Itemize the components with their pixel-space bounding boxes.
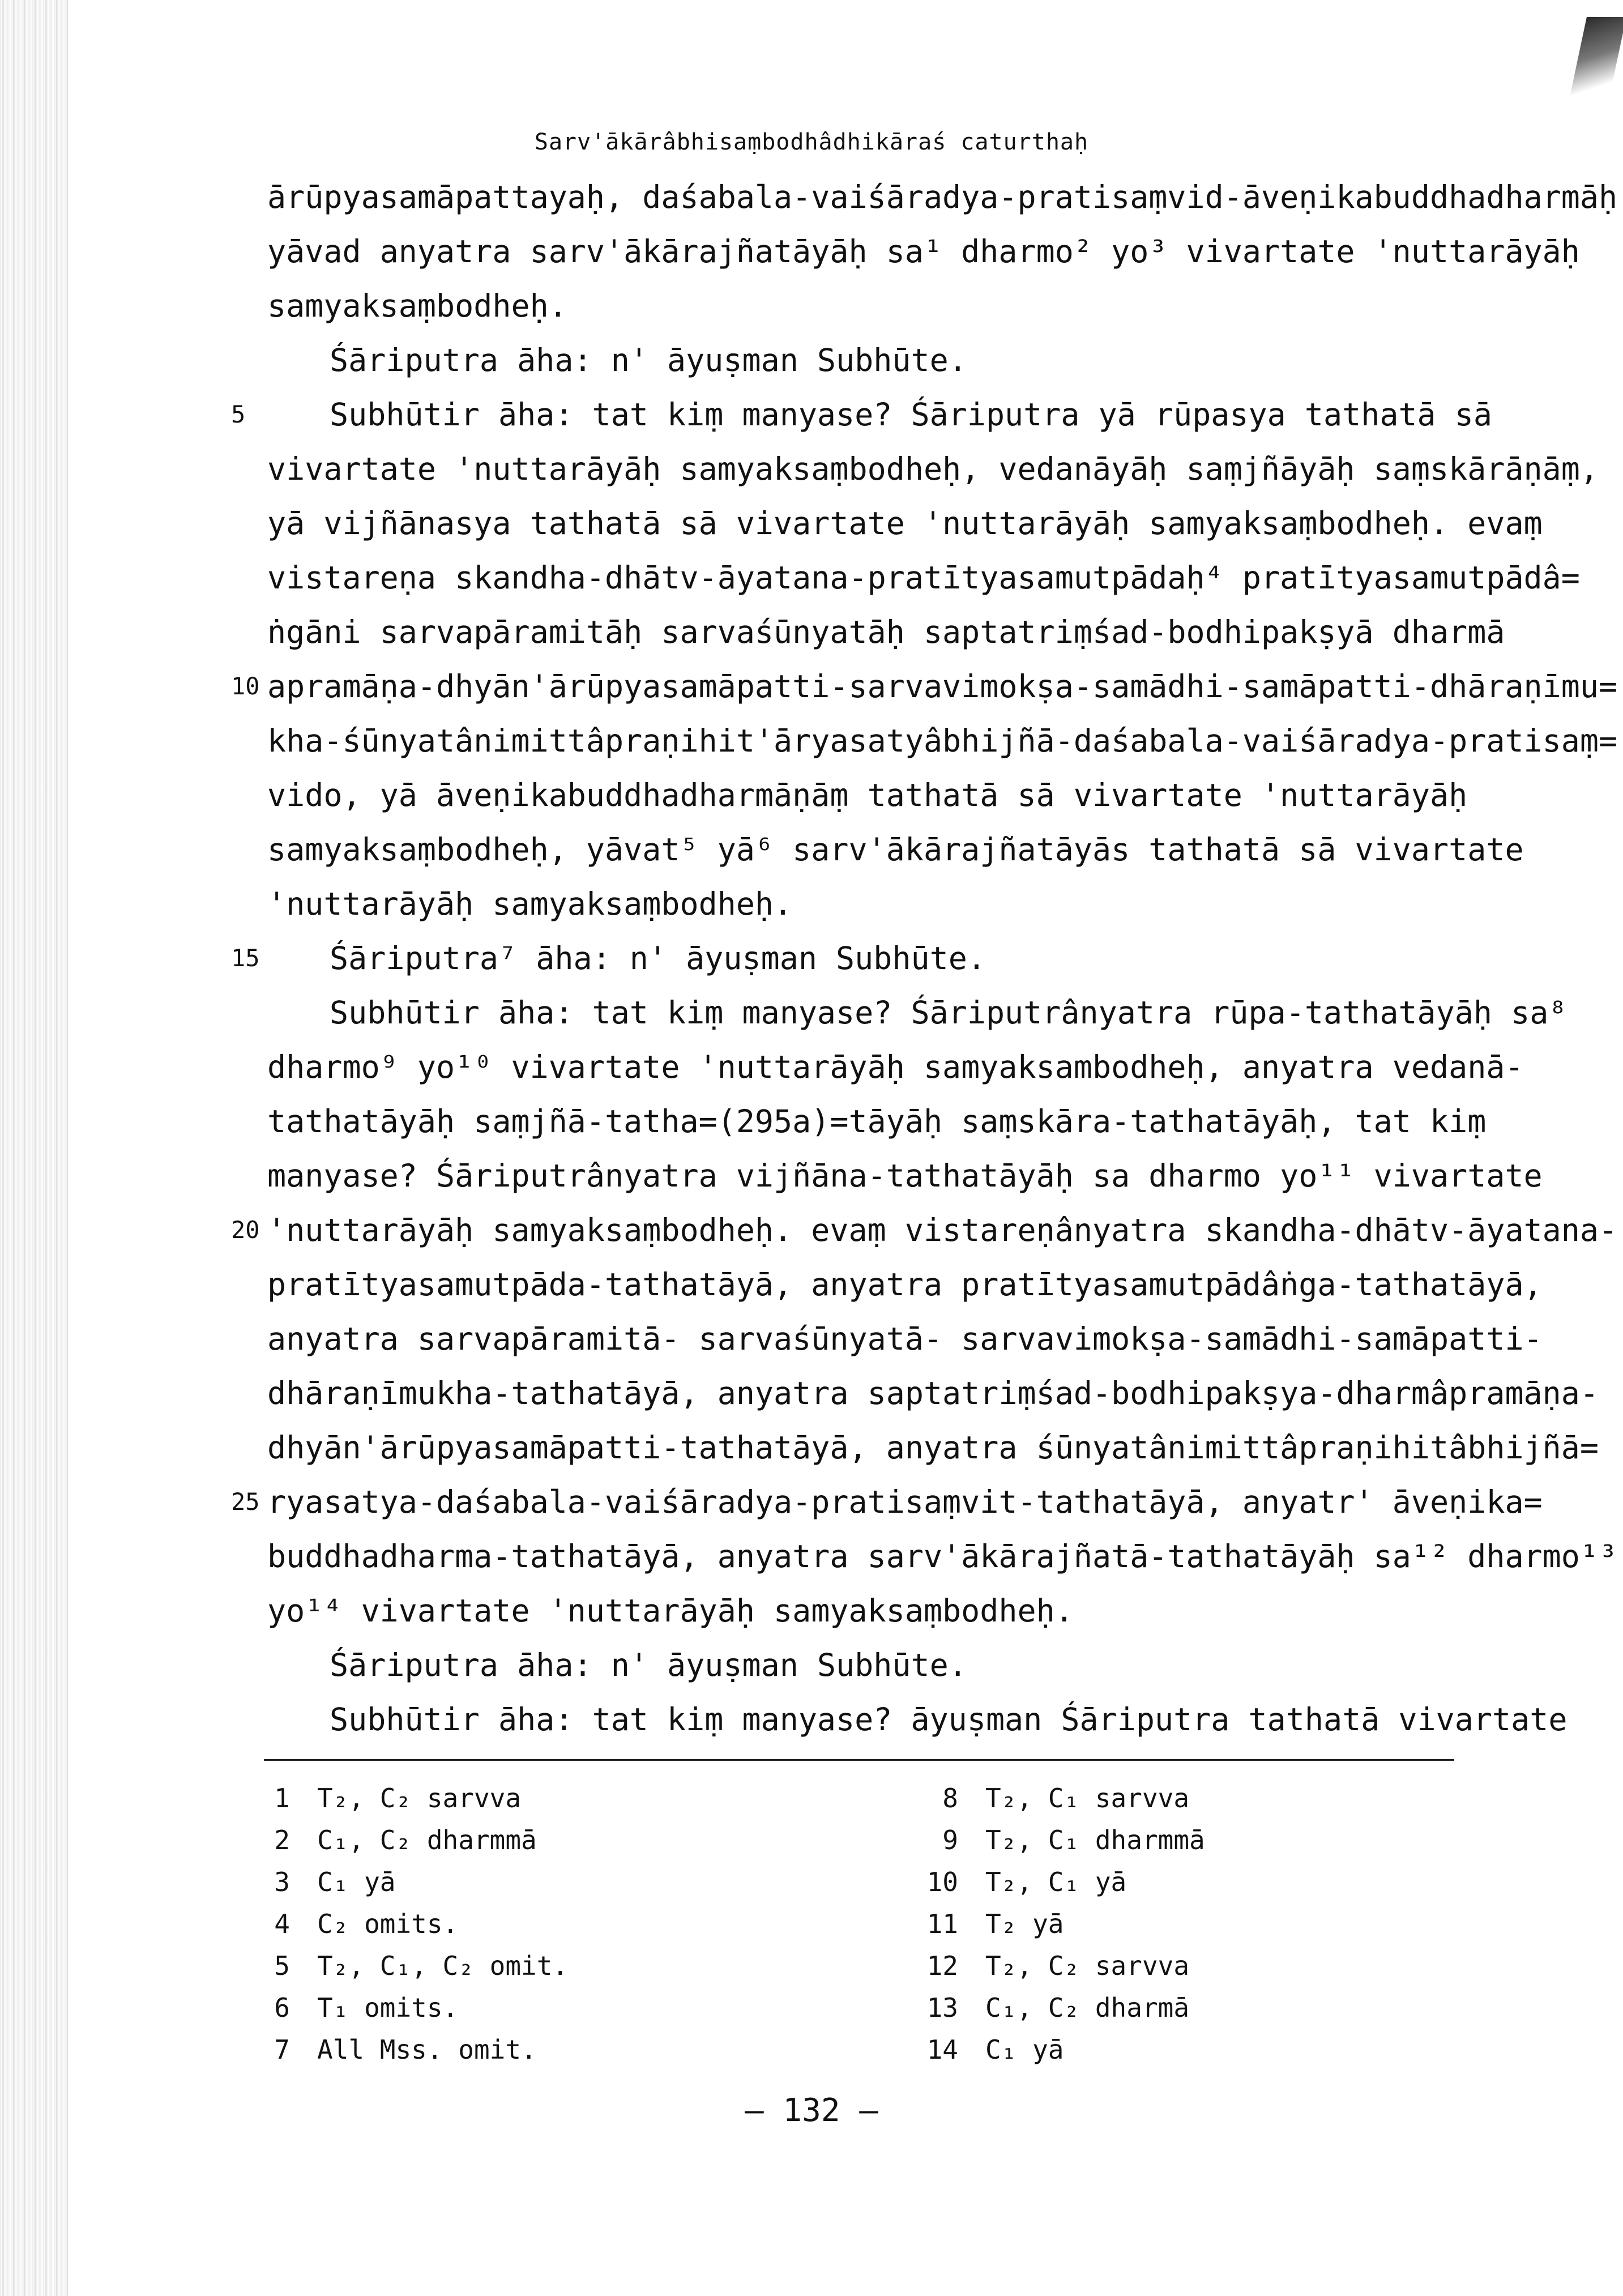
footnote-text: T₂, C₂ sarvva — [985, 1951, 1190, 1981]
footnote-text: T₁ omits. — [317, 1992, 459, 2023]
footnote-text: C₁, C₂ dharmā — [985, 1992, 1190, 2023]
footnote — [917, 1861, 1126, 1903]
body-line: Subhūtir āha: tat kiṃ manyase? āyuṣman Śāriputra tathatā vivartate — [330, 1701, 1568, 1738]
body-line: dhāraṇīmukha-tathatāyā, anyatra saptatriṃśad-bodhipakṣya-dharmâpramāṇa- — [267, 1375, 1599, 1411]
body-line: Subhūtir āha: tat kiṃ manyase? Śāriputrânyatra rūpa-tathatāyāḥ sa⁸ — [330, 995, 1568, 1031]
body-line: samyaksaṃbodheḥ. — [267, 288, 567, 324]
footnote-text: C₁ yā — [985, 2034, 1064, 2065]
footnote — [249, 1903, 458, 1945]
footnote — [249, 1945, 568, 1987]
footnote — [917, 1819, 1205, 1861]
body-line: Śāriputra āha: n' āyuṣman Subhūte. — [330, 342, 967, 378]
page-number: — 132 — — [744, 2092, 878, 2129]
body-line: yo¹⁴ vivartate 'nuttarāyāḥ samyaksaṃbodheḥ. — [267, 1593, 1074, 1629]
footnote-text: C₂ omits. — [317, 1909, 459, 1939]
body-line: Śāriputra āha: n' āyuṣman Subhūte. — [330, 1647, 967, 1683]
body-line: dharmo⁹ yo¹⁰ vivartate 'nuttarāyāḥ samyaksambodheḥ, anyatra vedanā- — [267, 1049, 1524, 1085]
footnote-text: T₂, C₁ yā — [985, 1867, 1127, 1897]
body-line: ārūpyasamāpattayaḥ, daśabala-vaiśāradya-pratisaṃvid-āveṇikabuddhadharmāḥ — [267, 179, 1618, 215]
footnote — [917, 1987, 1189, 2029]
footnote-number: 5 — [274, 1951, 290, 1981]
body-line: apramāṇa-dhyān'ārūpyasamāpatti-sarvavimokṣa-samādhi-samāpatti-dhāraṇīmu= — [267, 668, 1618, 705]
body-line: tathatāyāḥ saṃjñā-tatha=(295a)=tāyāḥ saṃskāra-tathatāyāḥ, tat kiṃ — [267, 1103, 1487, 1140]
footnote — [249, 1777, 521, 1819]
body-line: ṅgāni sarvapāramitāḥ sarvaśūnyatāḥ saptatriṃśad-bodhipakṣyā dharmā — [267, 614, 1505, 650]
footnote-rule — [264, 1759, 1454, 1761]
footnote — [917, 1777, 1189, 1819]
body-line: kha-śūnyatânimittâpraṇihit'āryasatyâbhijñā-daśabala-vaiśāradya-pratisaṃ= — [267, 723, 1618, 759]
body-line: pratītyasamutpāda-tathatāyā, anyatra pratītyasamutpādâṅga-tathatāyā, — [267, 1266, 1543, 1303]
body-line: samyaksaṃbodheḥ, yāvat⁵ yā⁶ sarv'ākārajñatāyās tathatā sā vivartate — [267, 831, 1524, 868]
body-line: buddhadharma-tathatāyā, anyatra sarv'ākārajñatā-tathatāyāḥ sa¹² dharmo¹³ — [267, 1538, 1618, 1574]
body-line: yāvad anyatra sarv'ākārajñatāyāḥ sa¹ dharmo² yo³ vivartate 'nuttarāyāḥ — [267, 233, 1580, 270]
footnote-text: T₂, C₂ sarvva — [317, 1783, 522, 1813]
footnote-number: 7 — [274, 2034, 290, 2065]
footnote-number: 11 — [926, 1909, 958, 1939]
body-line: yā vijñānasya tathatā sā vivartate 'nuttarāyāḥ samyaksaṃbodheḥ. evaṃ — [267, 505, 1543, 541]
footnote — [249, 2029, 537, 2071]
footnote-number: 1 — [274, 1783, 290, 1813]
body-line: vido, yā āveṇikabuddhadharmāṇāṃ tathatā sā vivartate 'nuttarāyāḥ — [267, 777, 1468, 813]
running-head: Sarv'ākārâbhisaṃbodhâdhikāraś caturthaḥ — [534, 129, 1089, 155]
footnote-number: 13 — [926, 1992, 958, 2023]
footnote-text: T₂, C₁ dharmmā — [985, 1825, 1205, 1855]
footnote — [249, 1819, 537, 1861]
scan-corner-mark — [1569, 17, 1623, 102]
footnote-number: 4 — [274, 1909, 290, 1939]
line-number: 5 — [231, 400, 246, 428]
body-line: Śāriputra⁷ āha: n' āyuṣman Subhūte. — [330, 940, 986, 976]
footnote-text: T₂, C₁ sarvva — [985, 1783, 1190, 1813]
footnote — [249, 1987, 458, 2029]
line-number: 25 — [231, 1488, 260, 1516]
body-line: vivartate 'nuttarāyāḥ samyaksaṃbodheḥ, vedanāyāḥ saṃjñāyāḥ saṃskārāṇāṃ, — [267, 451, 1599, 487]
footnote-text: All Mss. omit. — [317, 2034, 537, 2065]
footnote-text: C₁, C₂ dharmmā — [317, 1825, 537, 1855]
body-line: dhyān'ārūpyasamāpatti-tathatāyā, anyatra śūnyatânimittâpraṇihitâbhijñā= — [267, 1429, 1599, 1466]
line-number: 10 — [231, 672, 260, 700]
footnote — [249, 1861, 395, 1903]
footnote-text: C₁ yā — [317, 1867, 396, 1897]
body-line: Subhūtir āha: tat kiṃ manyase? Śāriputra yā rūpasya tathatā sā — [330, 396, 1492, 433]
body-line: vistareṇa skandha-dhātv-āyatana-pratītyasamutpādaḥ⁴ pratītyasamutpādâ= — [267, 560, 1580, 596]
line-number: 15 — [231, 944, 260, 972]
footnote-number: 3 — [274, 1867, 290, 1897]
body-line: manyase? Śāriputrânyatra vijñāna-tathatāyāḥ sa dharmo yo¹¹ vivartate — [267, 1158, 1543, 1194]
body-line: 'nuttarāyāḥ samyaksaṃbodheḥ. — [267, 886, 793, 922]
footnote-number: 10 — [926, 1867, 958, 1897]
footnote-number: 12 — [926, 1951, 958, 1981]
footnote-number: 14 — [926, 2034, 958, 2065]
footnote-number: 9 — [942, 1825, 958, 1855]
footnote — [917, 2029, 1064, 2071]
body-line: anyatra sarvapāramitā- sarvaśūnyatā- sarvavimokṣa-samādhi-samāpatti- — [267, 1321, 1543, 1357]
body-line: ryasatya-daśabala-vaiśāradya-pratisaṃvit-tathatāyā, anyatr' āveṇika= — [267, 1484, 1543, 1520]
scan-binding-edge — [0, 0, 68, 2296]
footnote — [917, 1903, 1064, 1945]
footnote-number: 6 — [274, 1992, 290, 2023]
footnote-number: 8 — [942, 1783, 958, 1813]
footnote-number: 2 — [274, 1825, 290, 1855]
footnote — [917, 1945, 1189, 1987]
line-number: 20 — [231, 1216, 260, 1244]
body-line: 'nuttarāyāḥ samyaksaṃbodheḥ. evaṃ vistareṇânyatra skandha-dhātv-āyatana- — [267, 1212, 1618, 1248]
footnote-text: T₂, C₁, C₂ omit. — [317, 1951, 569, 1981]
footnote-text: T₂ yā — [985, 1909, 1064, 1939]
